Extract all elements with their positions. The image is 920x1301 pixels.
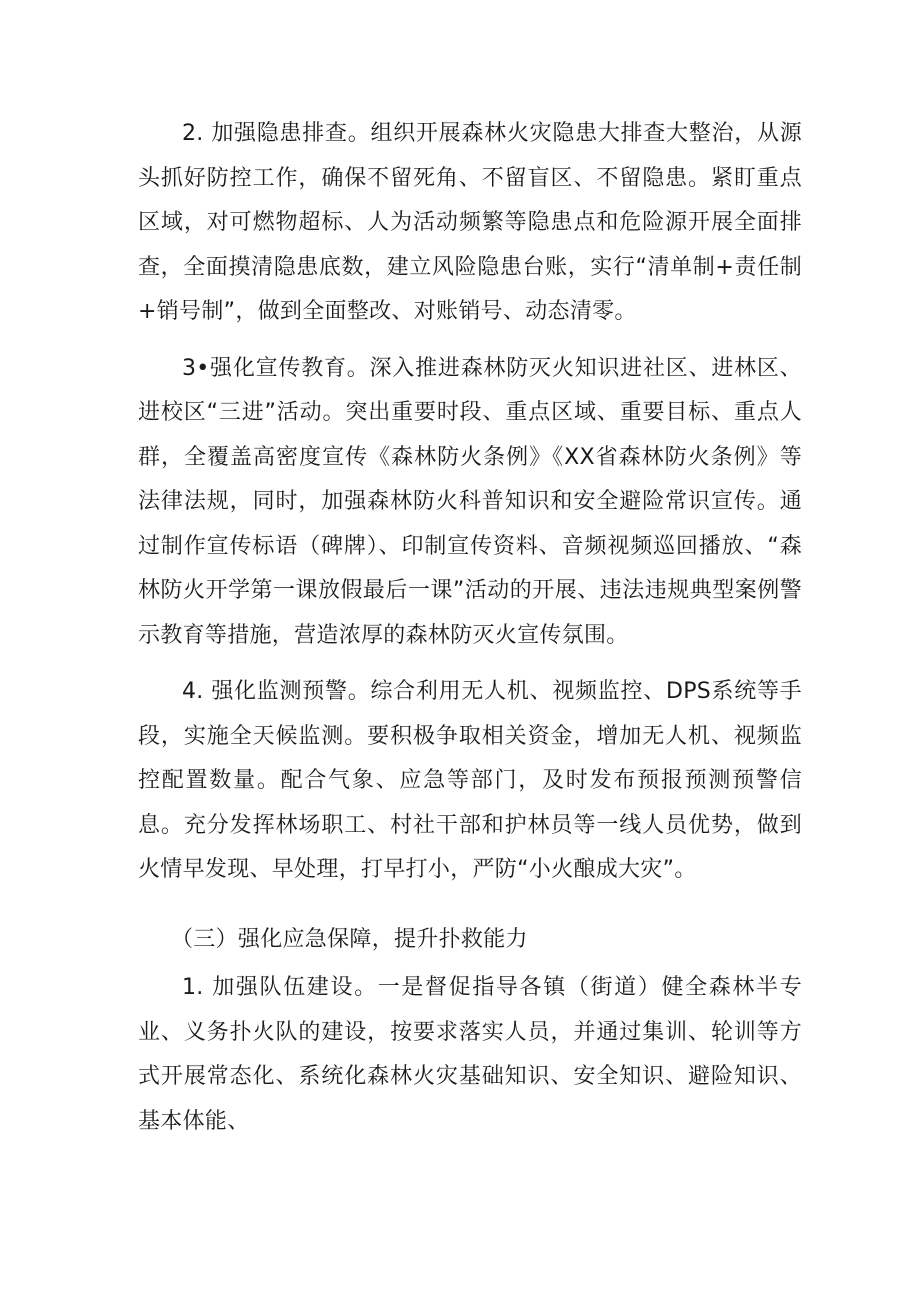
section-heading: （三）强化应急保障，提升扑救能力	[171, 926, 528, 952]
paragraph-publicity-education: 3•强化宣传教育。深入推进森林防灭火知识进社区、进林区、进校区“三进”活动。突出重要时段、重点区域、重要目标、重点人群，全覆盖高密度宣传《森林防火条例》《XX省森林防火条例》等法律法规，同时，加强森林防火科普知识和安全避险常识宣传。通过制作宣传标语（碑牌）、印制宣传资料、音频视频巡回播放、“森林防火开学第一课放假最后一课”活动的开展、违法违规典型案例警示教育等措施，营造浓厚的森林防灭火宣传氛围。	[138, 355, 802, 648]
paragraph-monitoring-warning: 4. 强化监测预警。综合利用无人机、视频监控、DPS系统等手段，实施全天候监测。要积极争取相关资金，增加无人机、视频监控配置数量。配合气象、应急等部门，及时发布预报预测预警信息。充分发挥林场职工、村社干部和护林员等一线人员优势，做到火情早发现、早处理，打早打小，严防“小火酿成大灾”。	[138, 679, 802, 882]
paragraph-team-building: 1. 加强队伍建设。一是督促指导各镇（街道）健全森林半专业、义务扑火队的建设，按要求落实人员，并通过集训、轮训等方式开展常态化、系统化森林火灾基础知识、安全知识、避险知识、基本体能、	[138, 975, 802, 1134]
paragraph-hazard-inspection: 2. 加强隐患排查。组织开展森林火灾隐患大排查大整治，从源头抓好防控工作，确保不留死角、不留盲区、不留隐患。紧盯重点区域，对可燃物超标、人为活动频繁等隐患点和危险源开展全面排查，全面摸清隐患底数，建立风险隐患台账，实行“清单制+责任制+销号制”，做到全面整改、对账销号、动态清零。	[138, 121, 802, 324]
document-body	[138, 112, 802, 1144]
